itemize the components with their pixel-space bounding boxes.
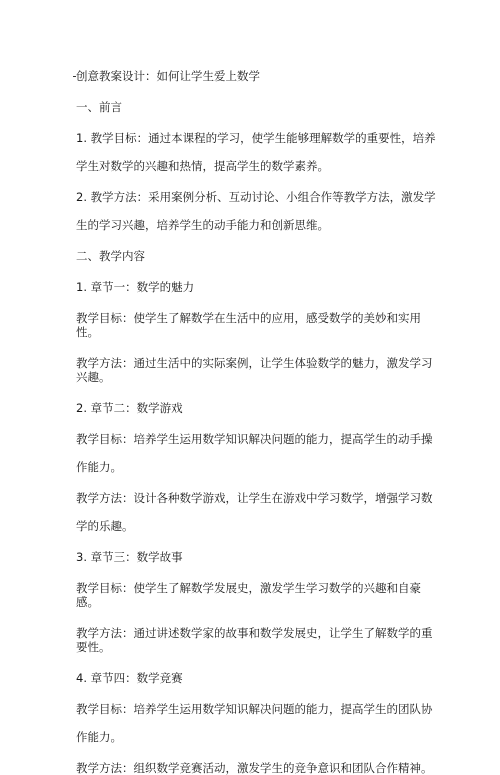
paragraph: 2. 教学方法：采用案例分析、互动讨论、小组合作等教学方法，激发学生的学习兴趣，培养学生的动手能力和创新思维。 [76,190,436,232]
chapter-method: 教学方法：通过讲述数学家的故事和数学发展史，让学生了解数学的重要性。 [76,626,433,654]
section-heading: 二、教学内容 [76,249,145,263]
document-title [76,69,440,83]
section-content [76,249,440,775]
paragraph: 1. 教学目标：通过本课程的学习，使学生能够理解数学的重要性，培养学生对数学的兴趣和热情，提高学生的数学素养。 [76,131,436,173]
chapter-method: 教学方法：组织数学竞赛活动，激发学生的竞争意识和团队合作精神。 [76,761,433,775]
chapter-title: 2. 章节二：数学游戏 [76,401,183,415]
chapter-title: 4. 章节四：数学竞赛 [76,671,183,685]
chapter-goal: 教学目标：培养学生运用数学知识解决问题的能力，提高学生的动手操作能力。 [76,432,433,474]
section-heading: 一、前言 [76,100,122,114]
chapter-title: 1. 章节一：数学的魅力 [76,280,195,294]
chapter-goal: 教学目标：使学生了解数学发展史，激发学生学习数学的兴趣和自豪感。 [76,581,421,609]
chapter-goal: 教学目标：使学生了解数学在生活中的应用，感受数学的美妙和实用性。 [76,311,421,339]
chapter-goal: 教学目标：培养学生运用数学知识解决问题的能力，提高学生的团队协作能力。 [76,702,433,744]
chapter-title: 3. 章节三：数学故事 [76,550,183,564]
chapter-method: 教学方法：设计各种数学游戏，让学生在游戏中学习数学，增强学习数学的乐趣。 [76,491,433,533]
section-preface [76,100,440,239]
chapter-method: 教学方法：通过生活中的实际案例，让学生体验数学的魅力，激发学习兴趣。 [76,356,433,384]
document-title-text: 创意教案设计：如何让学生爱上数学 [76,69,260,83]
title-marker [73,76,76,77]
